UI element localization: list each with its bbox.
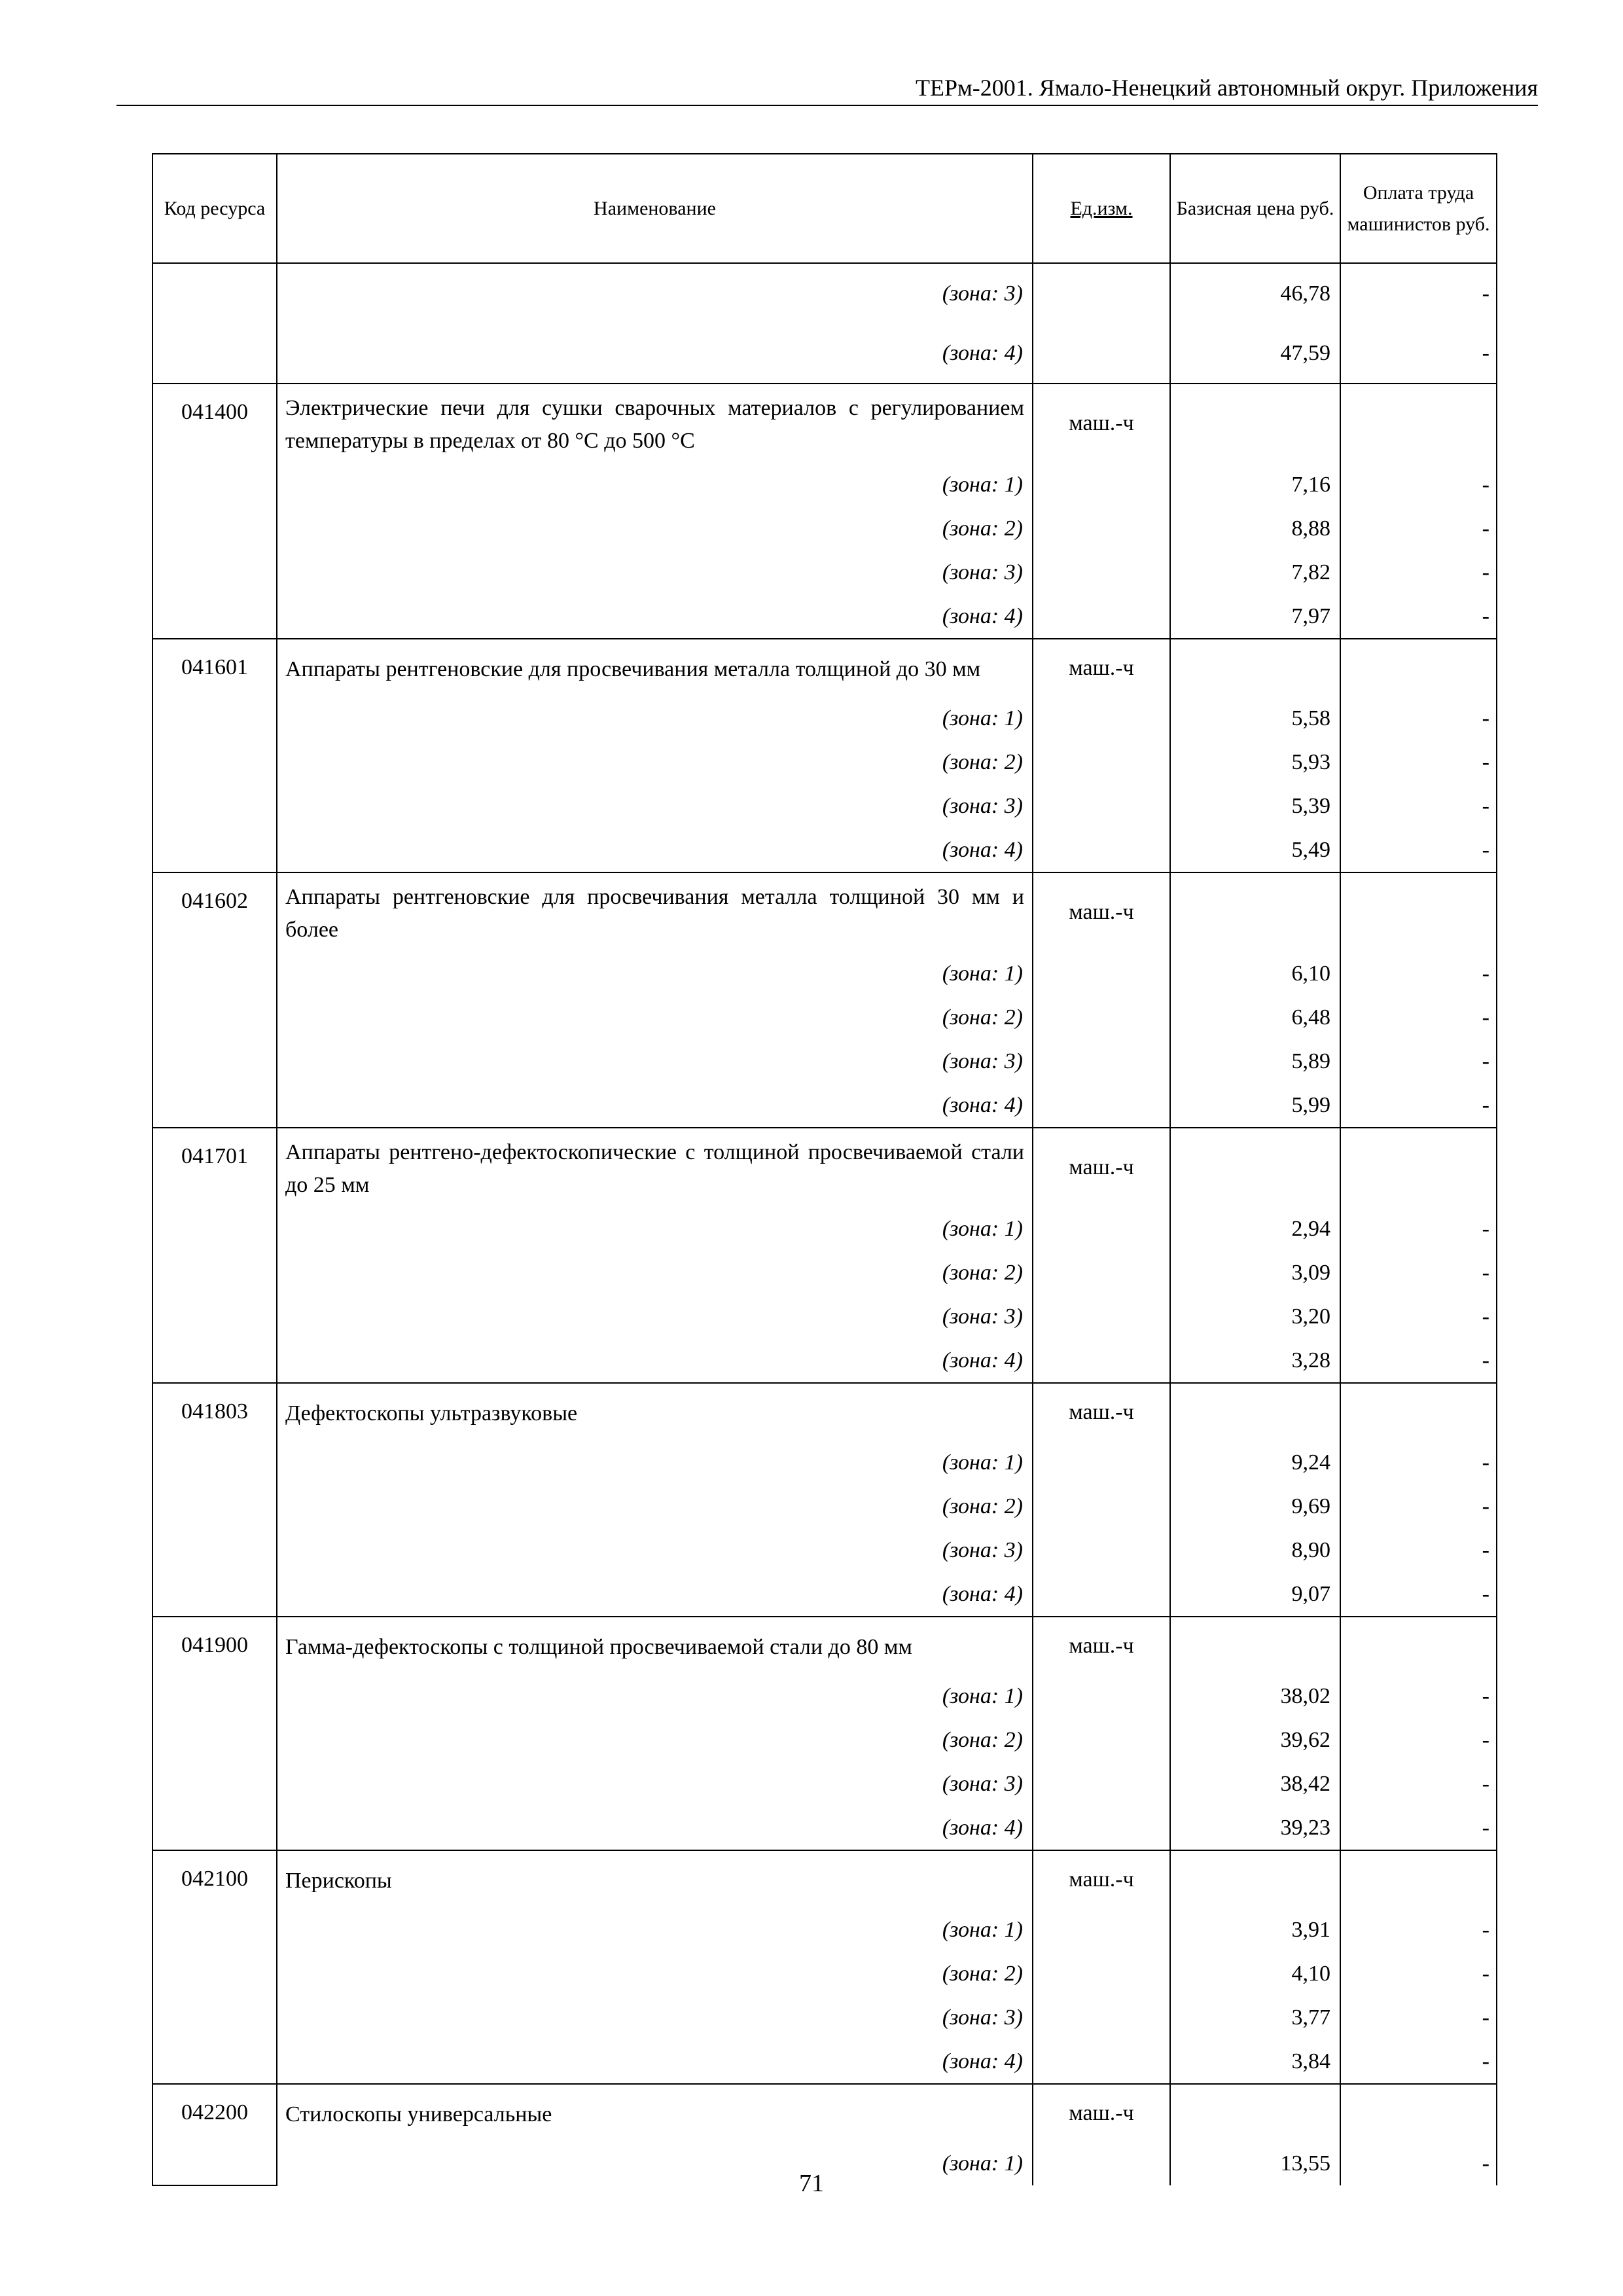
pay-cell: - [1340, 952, 1497, 996]
price-cell: 6,10 [1170, 952, 1340, 996]
price-cell [1170, 2084, 1340, 2142]
resource-price-table [152, 153, 1497, 2186]
unit-cell [1033, 507, 1170, 550]
price-cell: 46,78 [1170, 263, 1340, 323]
unit-cell [1033, 1083, 1170, 1128]
price-cell: 7,82 [1170, 550, 1340, 594]
unit-cell [1033, 463, 1170, 507]
unit-cell [1033, 1207, 1170, 1251]
zone-cell: (зона: 3) [277, 550, 1033, 594]
pay-cell: - [1340, 1806, 1497, 1850]
zone-cell: (зона: 1) [277, 696, 1033, 740]
pay-cell: - [1340, 2039, 1497, 2084]
unit-cell [1033, 1762, 1170, 1806]
zone-cell: (зона: 4) [277, 2039, 1033, 2084]
pay-cell [1340, 384, 1497, 463]
zone-cell: (зона: 1) [277, 2142, 1033, 2185]
resource-row [152, 1128, 1497, 1207]
resource-name: Перископы [277, 1850, 1033, 1908]
zone-row [152, 1908, 1497, 1952]
pay-cell: - [1340, 1083, 1497, 1128]
resource-unit: маш.-ч [1033, 1850, 1170, 1908]
resource-row [152, 1383, 1497, 1441]
unit-cell [1033, 1528, 1170, 1572]
resource-code: 041601 [152, 639, 277, 872]
col-header-pay: Оплата труда машинистов руб. [1340, 154, 1497, 263]
resource-name: Дефектоскопы ультразвуковые [277, 1383, 1033, 1441]
unit-cell [1033, 1806, 1170, 1850]
resource-row [152, 384, 1497, 463]
col-header-unit-label: Ед.изм. [1070, 197, 1133, 219]
zone-cell: (зона: 4) [277, 1083, 1033, 1128]
pay-cell [1340, 1617, 1497, 1674]
resource-unit: маш.-ч [1033, 1128, 1170, 1207]
unit-cell [1033, 1251, 1170, 1295]
zone-cell: (зона: 4) [277, 594, 1033, 639]
unit-cell [1033, 1039, 1170, 1083]
unit-cell [1033, 1295, 1170, 1338]
price-cell: 2,94 [1170, 1207, 1340, 1251]
zone-cell: (зона: 2) [277, 507, 1033, 550]
code-cell [152, 323, 277, 384]
zone-row [152, 1762, 1497, 1806]
zone-cell: (зона: 3) [277, 263, 1033, 323]
price-cell: 5,89 [1170, 1039, 1340, 1083]
resource-unit: маш.-ч [1033, 872, 1170, 952]
zone-cell: (зона: 4) [277, 1338, 1033, 1383]
col-header-price: Базисная цена руб. [1170, 154, 1340, 263]
price-cell: 5,99 [1170, 1083, 1340, 1128]
pay-cell: - [1340, 996, 1497, 1039]
zone-row [152, 952, 1497, 996]
zone-row [152, 550, 1497, 594]
zone-cell: (зона: 3) [277, 1295, 1033, 1338]
pay-cell: - [1340, 1338, 1497, 1383]
table-body [152, 263, 1497, 2185]
price-cell: 5,49 [1170, 828, 1340, 872]
price-cell [1170, 1383, 1340, 1441]
zone-cell: (зона: 2) [277, 1251, 1033, 1295]
zone-cell: (зона: 1) [277, 463, 1033, 507]
resource-unit: маш.-ч [1033, 384, 1170, 463]
price-cell: 3,20 [1170, 1295, 1340, 1338]
unit-cell [1033, 1908, 1170, 1952]
zone-cell: (зона: 1) [277, 1207, 1033, 1251]
price-cell: 3,09 [1170, 1251, 1340, 1295]
price-cell [1170, 1617, 1340, 1674]
pay-cell [1340, 1850, 1497, 1908]
pay-cell [1340, 872, 1497, 952]
pay-cell: - [1340, 784, 1497, 828]
unit-cell [1033, 1338, 1170, 1383]
zone-row [152, 996, 1497, 1039]
price-cell: 39,62 [1170, 1718, 1340, 1762]
price-cell: 9,24 [1170, 1441, 1340, 1484]
pay-cell: - [1340, 696, 1497, 740]
resource-name: Гамма-дефектоскопы с толщиной просвечиваемой стали до 80 мм [277, 1617, 1033, 1674]
price-cell: 3,84 [1170, 2039, 1340, 2084]
pay-cell: - [1340, 1952, 1497, 1996]
running-header-title: ТЕРм-2001. Ямало-Ненецкий автономный округ. Приложения [915, 75, 1538, 101]
price-cell [1170, 1850, 1340, 1908]
pay-cell: - [1340, 323, 1497, 384]
unit-cell [1033, 594, 1170, 639]
price-cell: 5,39 [1170, 784, 1340, 828]
resource-name: Аппараты рентгено-дефектоскопические с толщиной просвечиваемой стали до 25 мм [277, 1128, 1033, 1207]
zone-row [152, 1718, 1497, 1762]
zone-cell: (зона: 4) [277, 323, 1033, 384]
pay-cell: - [1340, 594, 1497, 639]
price-cell: 9,07 [1170, 1572, 1340, 1617]
zone-row [152, 507, 1497, 550]
resource-unit: маш.-ч [1033, 1617, 1170, 1674]
page-number: 71 [799, 2170, 824, 2197]
resource-name: Аппараты рентгеновские для просвечивания металла толщиной 30 мм и более [277, 872, 1033, 952]
zone-row [152, 1295, 1497, 1338]
pay-cell: - [1340, 740, 1497, 784]
zone-row [152, 696, 1497, 740]
unit-cell [1033, 952, 1170, 996]
resource-code: 041803 [152, 1383, 277, 1617]
pay-cell: - [1340, 1295, 1497, 1338]
price-cell: 13,55 [1170, 2142, 1340, 2185]
price-cell: 3,77 [1170, 1996, 1340, 2039]
zone-cell: (зона: 2) [277, 1484, 1033, 1528]
price-cell: 9,69 [1170, 1484, 1340, 1528]
unit-cell [1033, 1572, 1170, 1617]
pay-cell: - [1340, 1484, 1497, 1528]
zone-row [152, 2039, 1497, 2084]
zone-cell: (зона: 4) [277, 1572, 1033, 1617]
pay-cell [1340, 2084, 1497, 2142]
zone-cell: (зона: 3) [277, 1762, 1033, 1806]
table-header-row [152, 154, 1497, 263]
pay-cell [1340, 1383, 1497, 1441]
price-cell: 7,97 [1170, 594, 1340, 639]
col-header-unit [1033, 154, 1170, 263]
col-header-name: Наименование [277, 154, 1033, 263]
zone-row [152, 1996, 1497, 2039]
pay-cell: - [1340, 828, 1497, 872]
unit-cell [1033, 1674, 1170, 1718]
zone-cell: (зона: 2) [277, 1718, 1033, 1762]
zone-row [152, 1441, 1497, 1484]
zone-cell: (зона: 4) [277, 1806, 1033, 1850]
pay-cell: - [1340, 1251, 1497, 1295]
unit-cell [1033, 550, 1170, 594]
pay-cell: - [1340, 1441, 1497, 1484]
zone-row [152, 1251, 1497, 1295]
zone-row [152, 740, 1497, 784]
resource-code: 041602 [152, 872, 277, 1128]
zone-row [152, 1207, 1497, 1251]
unit-cell [1033, 323, 1170, 384]
price-cell [1170, 384, 1340, 463]
zone-cell: (зона: 3) [277, 1528, 1033, 1572]
pay-cell: - [1340, 1572, 1497, 1617]
table-row [152, 323, 1497, 384]
pay-cell [1340, 639, 1497, 696]
resource-code: 041701 [152, 1128, 277, 1383]
resource-row [152, 1617, 1497, 1674]
unit-cell [1033, 263, 1170, 323]
resource-unit: маш.-ч [1033, 639, 1170, 696]
price-cell: 3,91 [1170, 1908, 1340, 1952]
pay-cell: - [1340, 1528, 1497, 1572]
pay-cell [1340, 1128, 1497, 1207]
zone-cell: (зона: 2) [277, 996, 1033, 1039]
unit-cell [1033, 828, 1170, 872]
price-cell: 47,59 [1170, 323, 1340, 384]
zone-row [152, 594, 1497, 639]
price-cell: 7,16 [1170, 463, 1340, 507]
resource-row [152, 872, 1497, 952]
price-cell [1170, 872, 1340, 952]
zone-cell: (зона: 2) [277, 740, 1033, 784]
unit-cell [1033, 1996, 1170, 2039]
zone-row [152, 1674, 1497, 1718]
zone-cell: (зона: 1) [277, 952, 1033, 996]
unit-cell [1033, 1441, 1170, 1484]
resource-row [152, 1850, 1497, 1908]
zone-cell: (зона: 2) [277, 1952, 1033, 1996]
zone-row [152, 463, 1497, 507]
zone-cell: (зона: 1) [277, 1441, 1033, 1484]
zone-row [152, 1952, 1497, 1996]
resource-code: 041900 [152, 1617, 277, 1850]
resource-name: Стилоскопы универсальные [277, 2084, 1033, 2142]
unit-cell [1033, 996, 1170, 1039]
price-cell: 6,48 [1170, 996, 1340, 1039]
pay-cell: - [1340, 550, 1497, 594]
resource-row [152, 639, 1497, 696]
resource-row [152, 2084, 1497, 2142]
resource-name: Электрические печи для сушки сварочных материалов с регулированием температуры в пределах от 80 °С до 500 °С [277, 384, 1033, 463]
pay-cell: - [1340, 1039, 1497, 1083]
pay-cell: - [1340, 1674, 1497, 1718]
running-header [116, 71, 1538, 106]
unit-cell [1033, 696, 1170, 740]
resource-name: Аппараты рентгеновские для просвечивания металла толщиной до 30 мм [277, 639, 1033, 696]
unit-cell [1033, 2039, 1170, 2084]
price-cell: 4,10 [1170, 1952, 1340, 1996]
price-cell: 5,58 [1170, 696, 1340, 740]
price-cell [1170, 639, 1340, 696]
resource-code: 042200 [152, 2084, 277, 2185]
zone-row [152, 1039, 1497, 1083]
zone-cell: (зона: 3) [277, 784, 1033, 828]
price-cell: 5,93 [1170, 740, 1340, 784]
zone-row [152, 1484, 1497, 1528]
zone-row [152, 828, 1497, 872]
pay-cell: - [1340, 1996, 1497, 2039]
resource-code: 041400 [152, 384, 277, 639]
resource-unit: маш.-ч [1033, 2084, 1170, 2142]
price-cell: 3,28 [1170, 1338, 1340, 1383]
pay-cell: - [1340, 1207, 1497, 1251]
code-cell [152, 263, 277, 323]
price-cell: 8,90 [1170, 1528, 1340, 1572]
unit-cell [1033, 1952, 1170, 1996]
table-row [152, 263, 1497, 323]
unit-cell [1033, 740, 1170, 784]
unit-cell [1033, 1484, 1170, 1528]
pay-cell: - [1340, 263, 1497, 323]
zone-row [152, 1806, 1497, 1850]
pay-cell: - [1340, 2142, 1497, 2185]
zone-row [152, 1083, 1497, 1128]
zone-cell: (зона: 3) [277, 1039, 1033, 1083]
zone-row [152, 1572, 1497, 1617]
pay-cell: - [1340, 507, 1497, 550]
price-cell: 38,42 [1170, 1762, 1340, 1806]
pay-cell: - [1340, 1908, 1497, 1952]
price-cell: 38,02 [1170, 1674, 1340, 1718]
unit-cell [1033, 784, 1170, 828]
price-cell: 39,23 [1170, 1806, 1340, 1850]
zone-row [152, 1528, 1497, 1572]
zone-cell: (зона: 1) [277, 1908, 1033, 1952]
resource-unit: маш.-ч [1033, 1383, 1170, 1441]
zone-row [152, 1338, 1497, 1383]
pay-cell: - [1340, 463, 1497, 507]
zone-row [152, 784, 1497, 828]
zone-cell: (зона: 4) [277, 828, 1033, 872]
zone-cell: (зона: 1) [277, 1674, 1033, 1718]
unit-cell [1033, 1718, 1170, 1762]
price-cell: 8,88 [1170, 507, 1340, 550]
col-header-code: Код ресурса [152, 154, 277, 263]
price-cell [1170, 1128, 1340, 1207]
pay-cell: - [1340, 1762, 1497, 1806]
resource-code: 042100 [152, 1850, 277, 2084]
pay-cell: - [1340, 1718, 1497, 1762]
zone-cell: (зона: 3) [277, 1996, 1033, 2039]
